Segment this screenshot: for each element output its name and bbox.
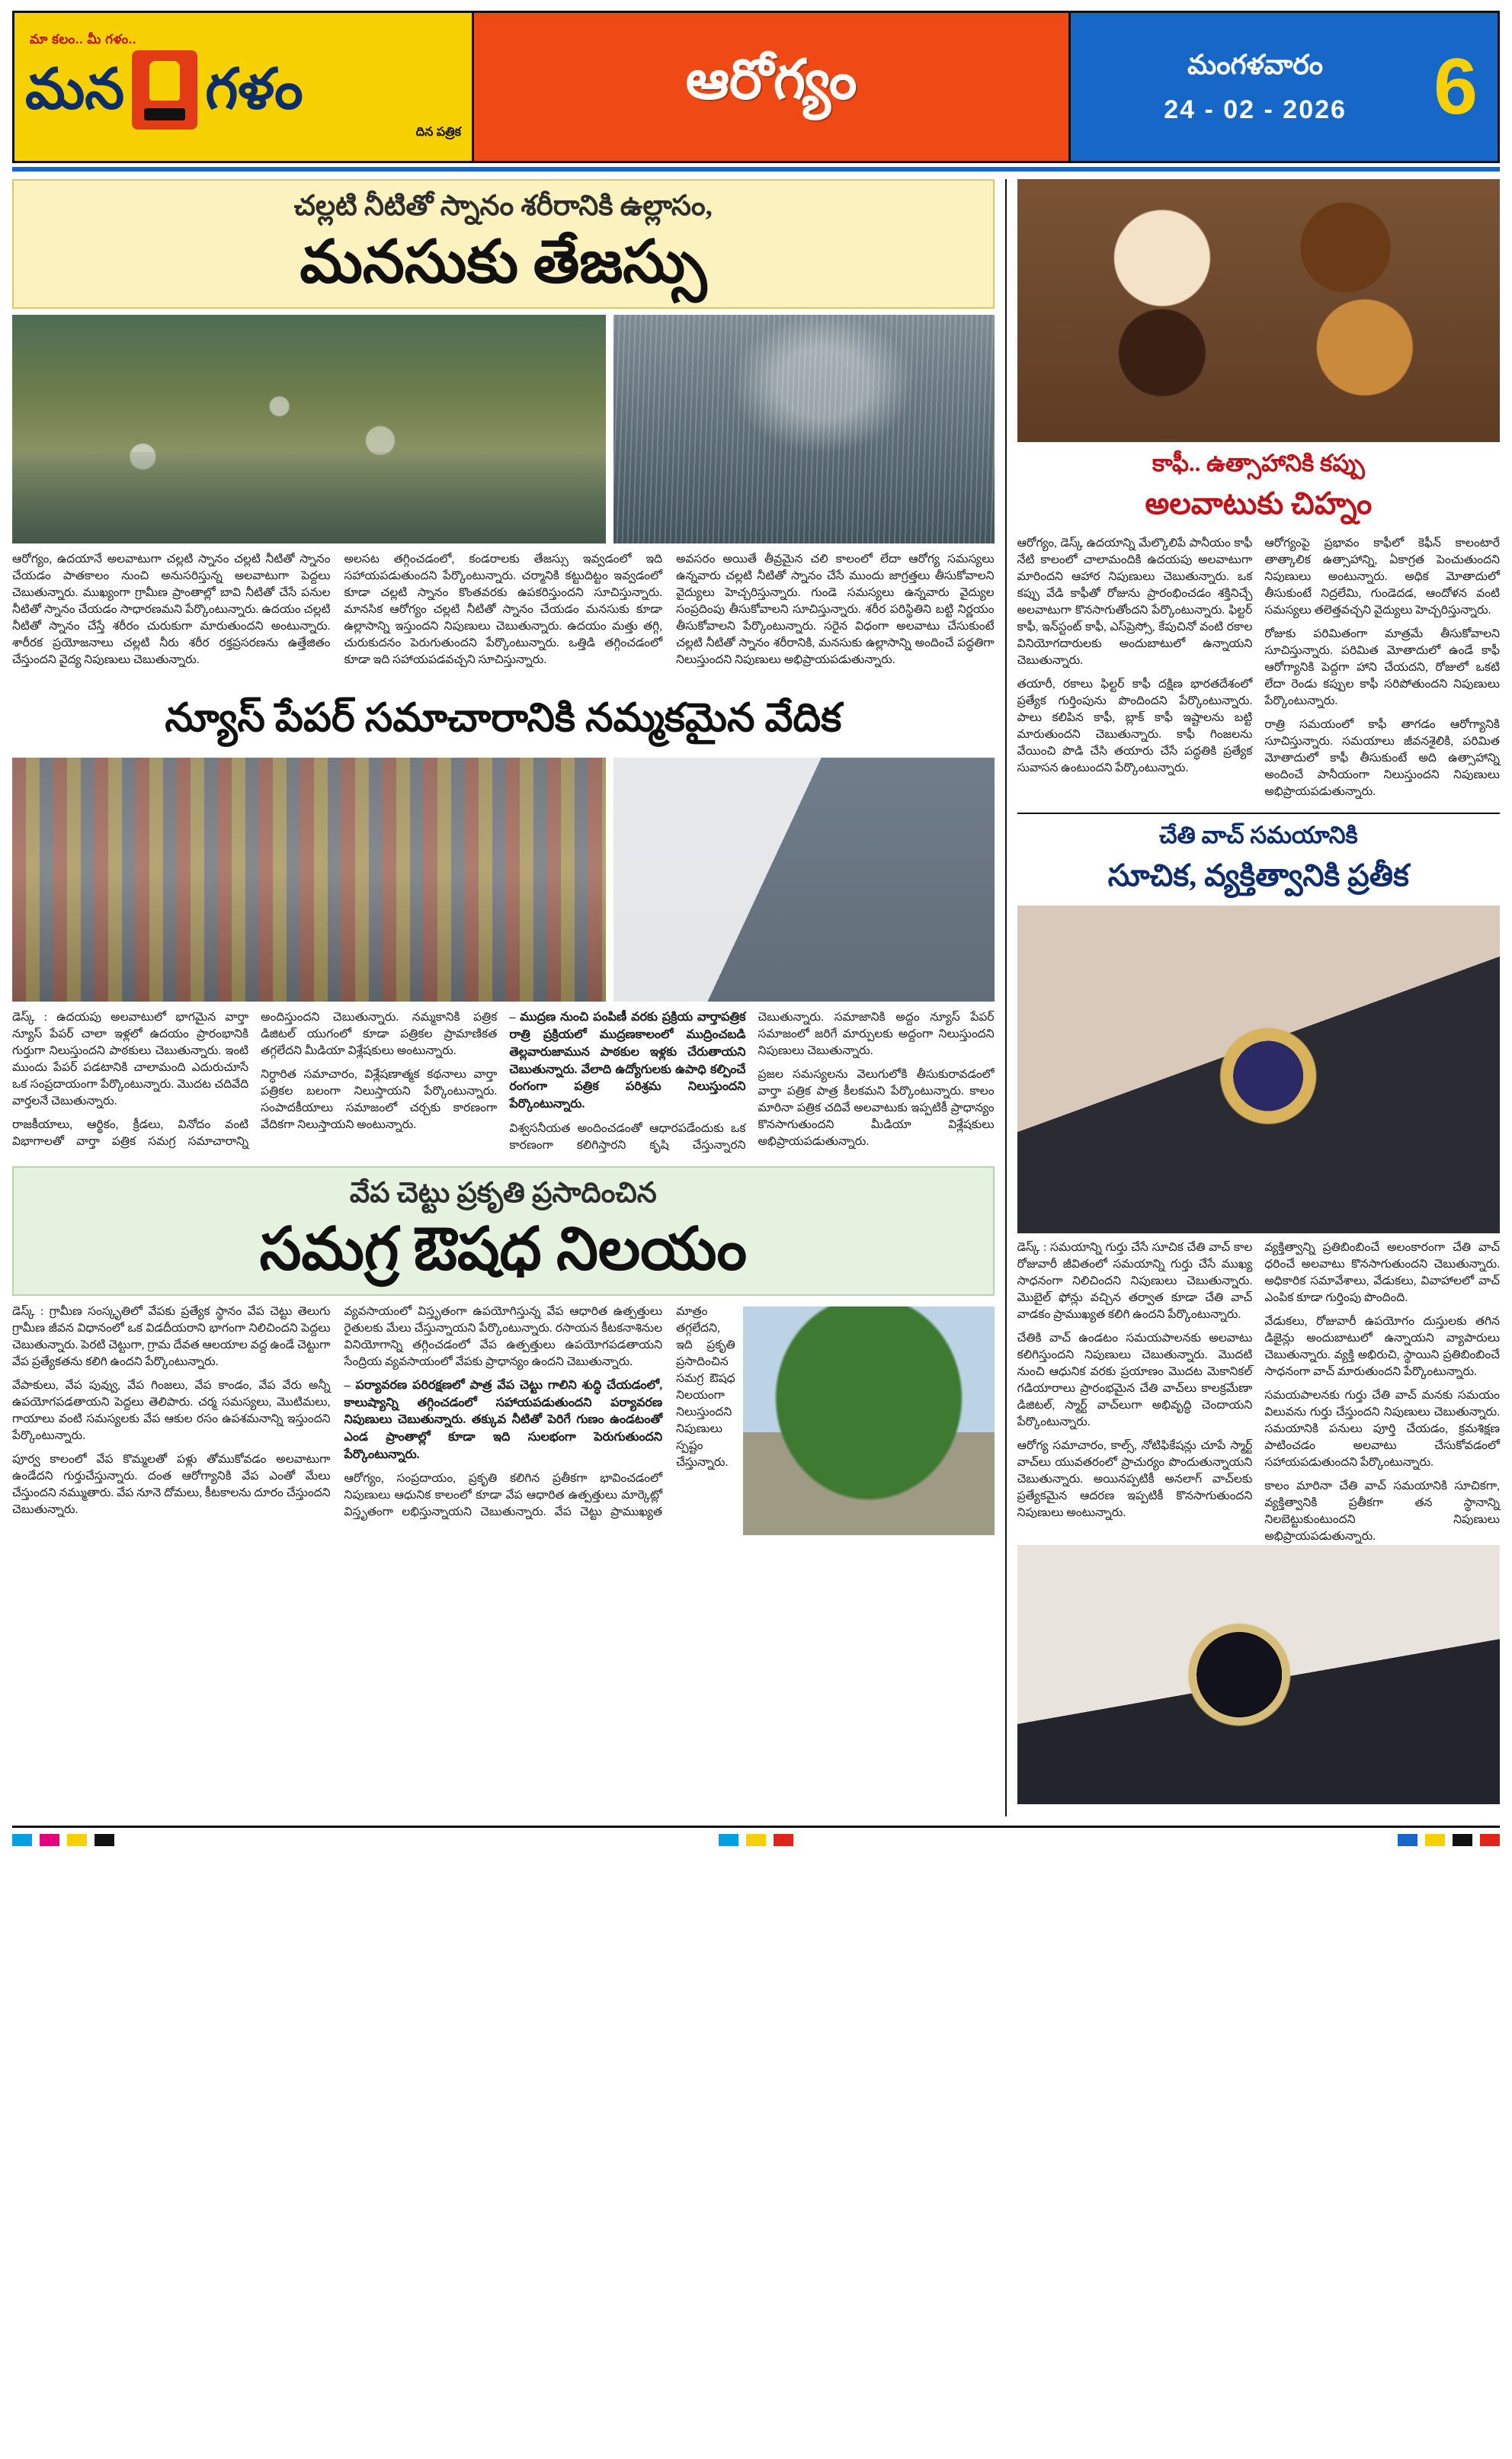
footer-dots-right <box>1398 1834 1500 1846</box>
watch-headline-line2: సూచిక, వ్యక్తిత్వానికి ప్రతీక <box>1107 858 1409 893</box>
section-title: ఆరోగ్యం <box>685 50 857 111</box>
neem-headline-band <box>12 1166 995 1296</box>
newspaper-body <box>12 1009 995 1153</box>
neem-body <box>12 1303 995 1537</box>
paragraph: డెస్క్ : గ్రామీణ సంస్కృతిలో వేపకు ప్రత్యేక స్థానం వేప చెట్టు తెలుగు గ్రామీణ జీవన విధానంలో ఒక విడదీయరాని భాగంగా నిలిచిందని పెద్దలు చెబుతున్నారు. పెరటి చెట్టుగా, గ్రామ దేవత ఆలయాల వద్ద ఉండే చెట్టుగా వేప ప్రత్యేకతను కలిగి ఉందని పేర్కొంటున్నారు. <box>12 1304 331 1368</box>
logo-subtitle: దిన పత్రిక <box>415 126 461 139</box>
black-registration-dot <box>1453 1834 1472 1846</box>
page-number: 6 <box>1434 43 1478 131</box>
footer-registration-marks <box>12 1826 1500 1846</box>
wrist-watch-closeup-photo <box>1017 1545 1500 1804</box>
coffee-headline <box>1017 450 1500 529</box>
masthead-tagline: మా కలం.. మీ గళం.. <box>30 32 137 46</box>
footer-dots-left <box>12 1834 114 1846</box>
date-label: 24 - 02 - 2026 <box>1164 95 1347 124</box>
elderly-man-reading-newspaper-photo <box>613 758 995 1002</box>
blue-registration-dot <box>1398 1834 1418 1846</box>
neem-tree-photo <box>743 1306 995 1535</box>
cold-bath-headline-band <box>12 179 995 309</box>
left-column <box>12 179 995 1816</box>
cold-bath-photos <box>12 315 995 543</box>
cold-bath-headline: మనసుకు తేజస్సు <box>300 229 707 296</box>
weekday-label: మంగళవారం <box>1187 49 1324 80</box>
paragraph: విశ్వసనీయత అందించడంతో ఆధారపడేందుకు ఒక కారణంగా కలిగిస్తారని కృషి చేస్తున్నారని చెబుతున్నారు. సమాజానికి అద్దం న్యూస్ పేపర్ సమాజంలో జరిగే మార్పులకు అద్దంగా నిలుస్తుందని నిపుణులు చెబుతున్నారు. <box>509 1011 995 1152</box>
paragraph: వేడుకలు, రోజువారీ ఉపయోగం దుస్తులకు తగిన డిజైన్లు అందుబాటులో ఉన్నాయని వ్యాపారులు చెబుతున్నారు. వ్యక్తి అభిరుచి, స్థాయిని ప్రతిబింబించే సాధనంగా వాచ్ మారుతుందని పేర్కొంటున్నారు. <box>1264 1315 1500 1378</box>
neem-kicker: వేప చెట్టు ప్రకృతి ప్రసాదించిన <box>349 1177 657 1209</box>
paragraph-subhead: – పర్యావరణ పరిరక్షణలో పాత్ర వేప చెట్టు గాలిని శుద్ధి చేయడంలో, కాలుష్యాన్ని తగ్గించడంలో సహాయపడుతుందని పర్యావరణ నిపుణులు చెబుతున్నారు. తక్కువ నీటితో పెరిగే గుణం ఉండటంతో ఎండ ప్రాంతాల్లో కూడా ఇది సులభంగా పెరుగుతుందని పేర్కొంటున్నారు. <box>344 1378 663 1461</box>
coffee-body <box>1017 535 1500 800</box>
date-block <box>1071 13 1498 161</box>
right-column <box>1005 179 1500 1816</box>
publication-logo[interactable] <box>14 13 472 161</box>
paragraph: చేతికి వాచ్ ఉండటం సమయపాలనకు అలవాటు కలిగిస్తుందని నిపుణులు చెబుతున్నారు. మొదటి నుంచి ఆధునిక వరకు ప్రయాణం మొదట మెకానికల్ గడియారాలు ప్రారంభమైన చేతి వాచ్‌లు కాలక్రమేణా డిజిటల్, స్మార్ట్ వాచ్‌లుగా అభివృద్ధి చెందాయని పేర్కొంటున్నారు. <box>1017 1332 1253 1428</box>
paragraph: ఆరోగ్యం, సంప్రదాయం, ప్రకృతి కలిగిన ప్రతీకగా భావించడంలో నిపుణులు ఆధునిక కాలంలో కూడా వేప ఆధారిత ఉత్పత్తులు మార్కెట్లో విస్తృతంగా లభిస్తున్నాయని చెబుతున్నారు. వేప చెట్టు ప్రాముఖ్యత మాత్రం తగ్గలేదని, ఇది ప్రకృతి ప్రసాదించిన సమగ్ర ఔషధ నిలయంగా నిలుస్తుందని నిపుణులు స్పష్టం చేస్తున్నారు. <box>344 1304 735 1519</box>
page-content <box>12 179 1500 1816</box>
logo-main <box>25 50 461 130</box>
paragraph: నిర్ధారిత సమాచారం, విశ్లేషణాత్మక కథనాలు వార్తా పత్రికల బలంగా నిలుస్తాయని పేర్కొంటున్నారు. సంపాదకీయాలు సమాజంలో చర్చకు కారణంగా వేదికగా నిలుస్తాయని అంటున్నారు. <box>261 1068 498 1132</box>
paragraph: ఆరోగ్య సమాచారం, కాల్స్, నోటిఫికేషన్లు చూపే స్మార్ట్ వాచ్‌లు యువతరంలో ప్రాచుర్యం పొందుతున్నాయని చెబుతున్నారు. అయినప్పటికీ అనలాగ్ వాచ్‌లకు ప్రత్యేకమైన ఆదరణ ఇప్పటికీ కొనసాగుతుందని నిపుణులు అంటున్నారు. <box>1017 1439 1253 1519</box>
cold-bath-body <box>12 551 995 675</box>
paragraph: వ్యక్తిత్వాన్ని ప్రతిబింబించే అలంకారంగా చేతి వాచ్ ధరించే అలవాటు కొనసాగుతుందని చెబుతున్నారు. అధికారిక సమావేశాలు, వేడుకలు, వివాహాలలో వాచ్ ఎంపిక కూడా గుర్తింపు పొందింది. <box>1264 1241 1500 1304</box>
man-checking-wrist-watch-photo <box>1017 906 1500 1233</box>
right-column-divider <box>1017 813 1500 814</box>
date-inner <box>1091 49 1420 125</box>
coffee-headline-line2: అలవాటుకు చిహ్నం <box>1145 486 1373 521</box>
story-wrist-watch <box>1017 822 1500 1804</box>
logo-word-mana: మన <box>25 59 125 121</box>
section-banner <box>472 13 1071 161</box>
paragraph-subhead: – ముద్రణ నుంచి పంపిణీ వరకు ప్రక్రియ వార్తాపత్రిక రాత్రి ప్రక్రియలో ముద్రణకాలంలో ముద్రించబడి తెల్లవారుజామున పాఠకుల ఇళ్లకు చేరుతాయని చెబుతున్నారు. వేలాది ఉద్యోగులకు ఉపాధి కల్పించే రంగంగా పత్రిక పరిశ్రమ నిలుస్తుందని పేర్కొంటున్నారు. <box>509 1011 746 1111</box>
coffee-cups-and-beans-photo <box>1017 179 1500 442</box>
magenta-registration-dot <box>40 1834 59 1846</box>
paragraph: డెస్క్ : సమయాన్ని గుర్తు చేసే సూచిక చేతి వాచ్ కాల రోజువారీ జీవితంలో సమయాన్ని గుర్తు చేసే ముఖ్య సాధనంగా నిలిచిందని నిపుణులు చెబుతున్నారు. మొబైల్ ఫోన్లు వచ్చిన తర్వాత కూడా చేతి వాచ్ వాడకం ప్రాముఖ్యత కలిగి ఉందని పేర్కొంటున్నారు. <box>1017 1241 1253 1321</box>
story-coffee <box>1017 179 1500 800</box>
paragraph: సమయపాలనకు గుర్తు చేతి వాచ్ మనకు సమయం విలువను గుర్తు చేస్తుందని నిపుణులు చెబుతున్నారు. సమయానికి పనులు పూర్తి చేయడం, క్రమశిక్షణ పాటించడం అలవాటు చేసుకోవడంలో సహాయపడుతుందని పేర్కొంటున్నారు. <box>1264 1389 1500 1469</box>
woman-taking-shower-photo <box>613 315 995 543</box>
yellow-registration-dot <box>67 1834 87 1846</box>
red-registration-dot <box>1480 1834 1500 1846</box>
newspaper-vendor-street-photo <box>12 758 606 1002</box>
coffee-headline-line1: కాఫీ.. ఉత్సాహానికి కప్పు <box>1152 450 1365 476</box>
paragraph: రోజుకు పరిమితంగా మాత్రమే తీసుకోవాలని సూచిస్తున్నారు. పరిమిత మోతాదులో ఉండే కాఫీ ఆరోగ్యానికి పెద్దగా హాని చేయదని, రోజులో ఒకటి లేదా రెండు కప్పుల కాఫీ సరిపోతుందని నిపుణులు పేర్కొంటున్నారు. <box>1264 627 1500 707</box>
yellow-registration-dot <box>1425 1834 1445 1846</box>
black-registration-dot <box>94 1834 114 1846</box>
story-cold-bath <box>12 179 995 675</box>
footer-dots-center <box>719 1834 793 1846</box>
story-newspaper <box>12 688 995 1154</box>
paragraph: తయారీ, రకాలు ఫిల్టర్ కాఫీ దక్షిణ భారతదేశంలో ప్రత్యేక గుర్తింపును పొందిందని పేర్కొంటున్నారు. పాలు కలిపిన కాఫీ, బ్లాక్ కాఫీ ఇష్టాలను బట్టి మారుతుందని చెబుతున్నారు. కాఫీ గింజలను వేయించి పొడి చేసి తయారు చేసే పద్ధతికి ప్రత్యేక సువాసన ఉంటుందని పేర్కొంటున్నారు. <box>1017 678 1253 774</box>
watch-headline <box>1017 822 1500 901</box>
paragraph: కాలం మారినా చేతి వాచ్ సమయానికి సూచికగా, వ్యక్తిత్వానికి ప్రతీకగా తన స్థానాన్ని నిలబెట్టుకుంటుందని నిపుణులు అభిప్రాయపడుతున్నారు. <box>1264 1480 1500 1543</box>
paragraph: ప్రజల సమస్యలను వెలుగులోకి తీసుకురావడంలో వార్తా పత్రిక పాత్ర కీలకమని పేర్కొంటున్నారు. కాలం మారినా పత్రిక చదివే అలవాటుకు ఇప్పటికీ ప్రాధాన్యం కొనసాగుతుందని మీడియా విశ్లేషకులు అభిప్రాయపడుతున్నారు. <box>758 1068 995 1149</box>
paragraph: ఆరోగ్యం, ఉదయానే అలవాటుగా చల్లటి స్నానం చల్లటి నీటితో స్నానం చేయడం పాతకాలం నుంచి అనుసరిస్తున్న అలవాటుగా పెద్దలు చెబుతున్నారు. ముఖ్యంగా గ్రామీణ ప్రాంతాల్లో బావి నీటితో చేసే పనుల నీటితో స్నానం చేయడం సాధారణమని పేర్కొంటున్నారు. ఉదయం చల్లటి నీటితో స్నానం చేస్తే శరీరం చురుకుగా మారుతుందని అంటున్నారు. శారీరక ప్రయోజనాలు చల్లటి నీరు శరీర రక్తప్రసరణను ఉత్తేజితం చేస్తుందని వైద్య నిపుణులు చెబుతున్నారు. <box>12 553 331 667</box>
paragraph: వ్యవసాయంలో విస్తృతంగా ఉపయోగిస్తున్న వేప ఆధారిత ఉత్పత్తులు రైతులకు మేలు చేస్తున్నాయని పేర్కొంటున్నారు. రసాయన కీటకనాశినుల వినియోగాన్ని తగ్గించడంలో వేప ఉత్పత్తులు ఉపయోగపడతాయని సేంద్రియ వ్యవసాయంలో వేపకు ప్రాధాన్యం ఉందని చెబుతున్నారు. <box>344 1304 663 1368</box>
cyan-registration-dot <box>719 1834 738 1846</box>
fist-icon <box>132 50 197 130</box>
neem-headline: సమగ్ర ఔషధ నిలయం <box>259 1216 748 1283</box>
masthead-rule <box>12 167 1500 172</box>
paragraph: వేపాకులు, వేప పువ్వు, వేప గింజలు, వేప కాండం, వేప వేరు అన్నీ ఉపయోగపడతాయని పెద్దలు తెలిపారు. చర్మ సమస్యలు, మొటిమలు, గాయాలు వంటి సమస్యలకు వేప ఆకుల రసం ఉపశమనాన్ని ఇస్తుందని పేర్కొంటున్నారు. <box>12 1378 331 1442</box>
paragraph: రాజకీయాలు, ఆర్థికం, క్రీడలు, వినోదం వంటి విభాగాలతో వార్తా పత్రిక సమగ్ర సమాచారాన్ని అందిస్తుందని చెబుతున్నారు. నమ్మకానికి పత్రిక డిజిటల్ యుగంలో కూడా పత్రికల ప్రామాణికత తగ్గలేదని మీడియా విశ్లేషకులు అంటున్నారు. <box>12 1011 498 1149</box>
paragraph: ఆరోగ్యంపై ప్రభావం కాఫీలో కెఫీన్ కాలంటారే తాత్కాలిక ఉత్సాహాన్ని, ఏకాగ్రత పెంచుతుందని నిపుణులు అంటున్నారు. అధిక మోతాదులో తీసుకుంటే నిద్రలేమి, గుండెదడ, ఆందోళన వంటి సమస్యలు తలెత్తవచ్చని వైద్యులు హెచ్చరిస్తున్నారు. <box>1264 537 1500 617</box>
paragraph: పూర్వ కాలంలో వేప కొమ్మలతో పళ్లు తోముకోవడం అలవాటుగా ఉండేదని గుర్తుచేస్తున్నారు. దంత ఆరోగ్యానికి వేప ఎంతో మేలు చేస్తుందని నమ్ముతారు. వేప నూనె దోమలు, కీటకాలను దూరం చేస్తుందని చెబుతున్నారు. <box>12 1452 331 1516</box>
paragraph: ఆరోగ్యం, డెస్క్ ఉదయాన్ని మేల్కొలిపే పానీయం కాఫీ నేటి కాలంలో చాలామందికి ఉదయపు అలవాటుగా మారిందని ఆహార నిపుణులు చెబుతున్నారు. ఒక కప్పు వేడి కాఫీతో రోజును ప్రారంభించడం శక్తినిచ్చే అలవాటుగా కొనసాగుతోందని పేర్కొంటున్నారు. ఫిల్టర్ కాఫీ, ఇన్‌స్టంట్ కాఫీ, ఎస్‌ప్రెస్సో, కేపుచినో వంటి రకాల వినియోగదారులకు అందుబాటులో ఉన్నాయని చెబుతున్నారు. <box>1017 537 1253 667</box>
watch-body <box>1017 1239 1500 1545</box>
children-bathing-in-river-photo <box>12 315 606 543</box>
newspaper-headline: న్యూస్ పేపర్ సమాచారానికి నమ్మకమైన వేదిక <box>165 697 842 741</box>
cyan-registration-dot <box>12 1834 32 1846</box>
paragraph: అవసరం అయితే తీవ్రమైన చలి కాలంలో లేదా ఆరోగ్య సమస్యలు ఉన్నవారు చల్లటి నీటితో స్నానం చేసే ముందు జాగ్రత్తలు తీసుకోవాలని వైద్యులు హెచ్చరిస్తున్నారు. గుండె సమస్యలు ఉన్నవారు వైద్యుల సంప్రదింపు తీసుకోవాలని సూచిస్తున్నారు. శరీర పరిస్థితిని బట్టి నిర్ణయం తీసుకోవాలని పేర్కొంటున్నారు. సరైన విధంగా అలవాటు చేసుకుంటే చల్లటి నీటితో స్నానం శరీరానికి, మనసుకు ఉల్లాసాన్ని అందించే పద్ధతిగా నిలుస్తుందని నిపుణులు అభిప్రాయపడుతున్నారు. <box>676 553 995 667</box>
cold-bath-kicker: చల్లటి నీటితో స్నానం శరీరానికి ఉల్లాసం, <box>293 191 713 222</box>
watch-headline-line1: చేతి వాచ్ సమయానికి <box>1158 822 1358 848</box>
paragraph: అలసట తగ్గించడంలో, కండరాలకు తేజస్సు ఇవ్వడంలో ఇది సహాయపడుతుందని పేర్కొంటున్నారు. చర్మానికి కట్టుదిట్టం ఇవ్వడంలో కూడా చల్లటి స్నానం కొంతవరకు ఉపకరిస్తుందని సూచిస్తున్నారు. మానసిక ఆరోగ్యం చల్లటి నీటితో స్నానం చేయడం మనసుకు కూడా ఉల్లాసాన్ని ఇస్తుందని నిపుణులు చెబుతున్నారు. ఉదయం మత్తు తగ్గి, చురుకుదనం పెరుగుతుందని పేర్కొంటున్నారు. ఒత్తిడి తగ్గించడంలో కూడా ఇది సహాయపడవచ్చని సూచిస్తున్నారు. <box>344 553 663 667</box>
yellow-registration-dot <box>746 1834 766 1846</box>
logo-word-galam: గళం <box>205 59 303 121</box>
newspaper-photos <box>12 758 995 1002</box>
paragraph: డెస్క్ : ఉదయపు అలవాటులో భాగమైన వార్తా న్యూస్ పేపర్ చాలా ఇళ్లలో ఉదయం ప్రారంభానికి గుర్తుగా నిలుస్తుందని పాఠకులు చెబుతున్నారు. ఇంటి ముందు పేపర్ పడటానికి చాలామంది ఎదురుచూసే ఒక సంప్రదాయంగా పేర్కొంటున్నారు. మొదట చదివేది వార్తలనే చెబుతున్నారు. <box>12 1011 249 1108</box>
red-registration-dot <box>774 1834 793 1846</box>
paragraph: రాత్రి సమయంలో కాఫీ తాగడం ఆరోగ్యానికి సూచిస్తున్నారు. సమయాలు జీవనశైలికి, పరిమిత మోతాదులో కాఫీ తీసుకుంటే అది ఉత్సాహాన్ని అందించే పానీయంగా నిలుస్తుందని నిపుణులు అభిప్రాయపడుతున్నారు. <box>1264 718 1500 798</box>
masthead <box>12 11 1500 163</box>
story-neem-tree <box>12 1166 995 1537</box>
